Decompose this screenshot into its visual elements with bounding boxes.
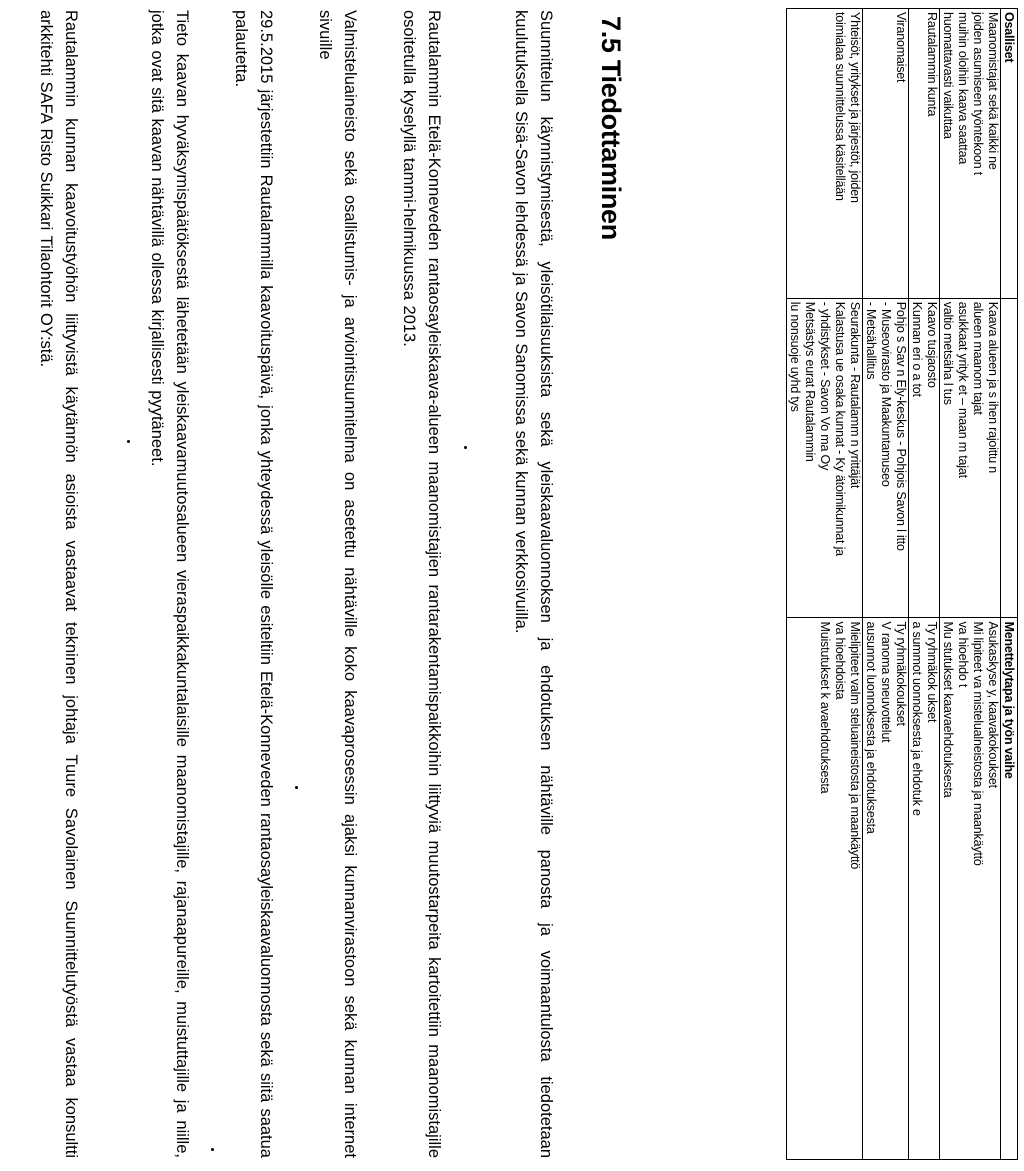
paragraph-approval-notice: Tieto kaavan hyväksymispäätöksestä lähetetään yleiskaavamuutosalueen vieraspaikkakuntalaisille maanomistajille, rajanaapureille, muistuttajille ja niille, jotka ovat sitä kaavan nähtävillä ollessa kirjallisesti pyytäneet.: [148, 10, 191, 1158]
table-cell-line: Kaavo tusjaosto: [925, 301, 939, 388]
table-cell-group: [787, 9, 863, 299]
section-heading: 7.5 Tiedottaminen: [596, 16, 626, 240]
table-cell-methods: [940, 618, 1001, 1160]
table-cell-line: Mu stutukset kaavaehdotuksesta: [941, 621, 955, 798]
header-parties: [1001, 298, 1018, 618]
table-cell-line: Mielipiteet valm steluaineistosta ja maankäyttö: [848, 621, 862, 870]
scan-speck: [295, 786, 298, 789]
table-cell-line: - Metsähallitus: [864, 301, 878, 380]
table-cell-line: joiden asumiseen työntekoon t: [971, 12, 985, 176]
table-cell-line: valtio metsäha l tus: [941, 301, 955, 405]
table-cell-line: Asukaskyse y, kaavakokoukset: [986, 621, 1000, 788]
row-landowners: [940, 9, 1001, 1160]
table-cell-line: - Museovirasto ja Maakuntamuseo: [879, 301, 893, 487]
paragraph-contacts: Rautalammin kunnan kaavoitustyöhön liittyvistä käytännön asioista vastaavat tekninen johtaja Tuure Savolainen Suunnittelutyöstä vastaa konsultti arkkitehti SAFA Risto Suikkari Tilaohtorit OY:stä.: [37, 10, 80, 1158]
table-cell-methods: [909, 618, 940, 1160]
table-header-row: [1001, 9, 1018, 1160]
table-cell-line: lu nonsuoje uyhd tys: [788, 301, 802, 412]
table-cell-line: Pohjo s Sav n Ely-keskus - Pohjois Savon l itto: [894, 301, 908, 551]
table-cell-parties: [940, 298, 1001, 618]
paragraph-preparation-material: Valmisteluaineisto sekä osallistumis- ja arviointisuunnitelma on asetettu nähtäville koko kaavaprosessin ajaksi kunnanvirastoon sekä kunnan internet sivuille: [316, 10, 359, 1158]
scan-speck: [464, 446, 467, 449]
table-cell-line: - yhdistykset - Savon Vo ma Oy: [818, 301, 832, 471]
table-cell-line: muihin oloihin kaava saattaa: [956, 12, 970, 165]
table-body: [787, 9, 1001, 1160]
table-cell-parties: [787, 298, 863, 618]
row-organizations: [787, 9, 863, 1160]
table-cell-line: Kunnan eri o a tot: [910, 301, 924, 397]
paragraph-landowner-survey: Rautalammin Etelä-Konneveden rantaosayleiskaava-alueen maanomistajien rantarakentamispaikkoihin liittyviä muutostarpeita kartoitettiin maanomistajille osoitetulla kyselyllä tammi-helmikuussa 2013.: [400, 10, 443, 1158]
table-cell-line: Ty ryhmäkokoukset: [894, 621, 908, 726]
row-municipality: [909, 9, 940, 1160]
table-cell-line: a summot uonnoksesta ja ehdotuk e: [910, 621, 924, 816]
table-cell-line: Viranomaiset: [894, 12, 908, 83]
table-cell-methods: [863, 618, 909, 1160]
table-cell-group: [863, 9, 909, 299]
header-stakeholders: Osalliset: [1001, 9, 1018, 299]
header-procedure: Menettelytapa ja työn vaihe: [1001, 618, 1018, 1160]
stakeholder-table: [786, 8, 1018, 1160]
table-cell-line: Kalastusa ue osaka kunnat - Ky ätoimikunnat ja: [833, 301, 847, 556]
table-cell-parties: [863, 298, 909, 618]
row-authorities: [863, 9, 909, 1160]
table-cell-line: huomattavasti vaikuttaa: [941, 12, 955, 139]
table-cell-group: [909, 9, 940, 299]
scan-speck: [211, 1148, 214, 1151]
table-cell-line: Muistutukset k avaehdotuksesta: [818, 621, 832, 794]
table-cell-line: V ranoma sneuvottelut: [879, 621, 893, 743]
table-cell-line: asukkaat yrityk et – maan m tajat: [956, 301, 970, 478]
paragraph-planning-day: 29.5.2015 järjestettiin Rautalammilla kaavoituspäivä, jonka yhteydessä yleisölle esiteltiin Etelä-Konneveden rantaosayleiskaavaluonnosta sekä siitä saatua palautetta.: [232, 10, 275, 1158]
paragraph-announcements: Suunnittelun käynnistymisestä, yleisötilaisuuksista sekä yleiskaavaluonnoksen ja ehdotuksen nähtäville panosta ja voimaantulosta tiedotetaan kuulutuksella Sisä-Savon lehdessä ja Savon Sanomissa sekä kunnan verkkosivuilla.: [512, 10, 555, 1158]
table-cell-line: va hioehdo t: [956, 621, 970, 688]
table-cell-line: toimialaa suunnittelussa käsitellään: [833, 12, 847, 201]
table-cell-methods: [787, 618, 863, 1160]
table-cell-parties: [909, 298, 940, 618]
table-cell-line: ausunnot luonnoksesta ja ehdotuksesta: [864, 621, 878, 834]
table-cell-line: Maanomistajat sekä kaikki ne: [986, 12, 1000, 170]
table-cell-line: Metsästys eurat Rautalammin: [803, 301, 817, 462]
table-cell-line: va hioehdoista: [833, 621, 847, 700]
table-cell-line: Rautalammin kunta: [925, 12, 939, 117]
scan-speck: [127, 440, 130, 443]
table-cell-line: Mi lipiteet va mistelualneistosta ja maankäyttö: [971, 621, 985, 866]
table-cell-line: Ty ryhmäkok ukset: [925, 621, 939, 723]
table-cell-line: Yhteisöt, yritykset ja järjestöt, joiden: [848, 12, 862, 203]
table-cell-line: Kaava alueen ja s ihen rajoittu n: [986, 301, 1000, 474]
table-cell-line: alueen maanom tajat: [971, 301, 985, 415]
table-cell-line: Seurakunta - Rautalamm n yrittäjät: [848, 301, 862, 489]
table-cell-group: [940, 9, 1001, 299]
